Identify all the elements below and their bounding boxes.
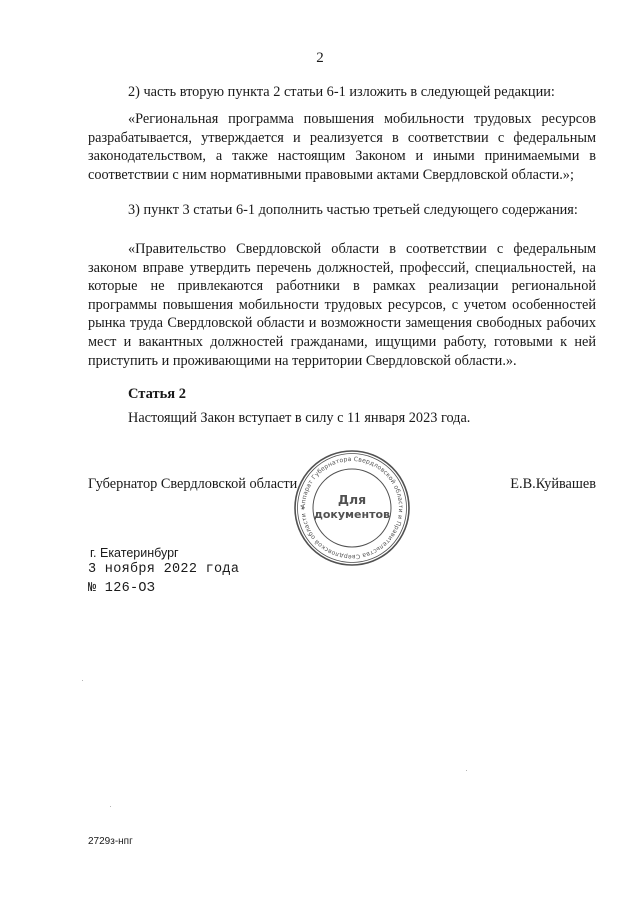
signing-place: г. Екатеринбург xyxy=(90,546,179,560)
law-date: 3 ноября 2022 года xyxy=(88,562,240,577)
official-seal-stamp xyxy=(292,448,412,568)
article-2-text: Настоящий Закон вступает в силу с 11 января 2023 года. xyxy=(128,410,471,426)
stamp-center-line-2: документов xyxy=(313,508,391,521)
page-number: 2 xyxy=(316,50,324,66)
amendment-quote-1: «Региональная программа повышения мобильности трудовых ресурсов разрабатывается, утверждается и реализуется в соответствии с федеральным законодательством, а также настоящим Законом и иными принимаемыми в соответствии с ним нормативными правовыми актами Свердловской области.»; xyxy=(88,111,596,183)
scan-speck xyxy=(466,770,467,771)
scan-speck xyxy=(82,680,83,681)
scan-speck xyxy=(110,806,111,807)
document-code: 2729з-нпг xyxy=(88,836,133,847)
amendment-item-2: 2) часть вторую пункта 2 статьи 6-1 изложить в следующей редакции: xyxy=(128,84,555,100)
stamp-ring-text: Аппарат Губернатора Свердловской области и Правительства Свердловской области ✶ xyxy=(299,455,405,561)
amendment-item-3: 3) пункт 3 статьи 6-1 дополнить частью третьей следующего содержания: xyxy=(128,202,578,218)
article-2-heading: Статья 2 xyxy=(128,386,186,402)
governor-name: Е.В.Куйвашев xyxy=(510,476,596,492)
amendment-quote-2: «Правительство Свердловской области в соответствии с федеральным законом вправе утвердить перечень должностей, профессий, специальностей, на которые не привлекаются работники в рамках реализации региональной программы повышения мобильности трудовых ресурсов, с учетом особенностей рынка труда Свердловской области и возможности замещения свободных рабочих мест и вакантных должностей гражданами, ищущими работу, готовыми к ней приступить и проживающими на территории Свердловской области.». xyxy=(88,241,596,369)
governor-title: Губернатор Свердловской области xyxy=(88,476,298,492)
law-number: № 126-ОЗ xyxy=(88,581,156,596)
stamp-center-line-1: Для xyxy=(337,492,367,507)
